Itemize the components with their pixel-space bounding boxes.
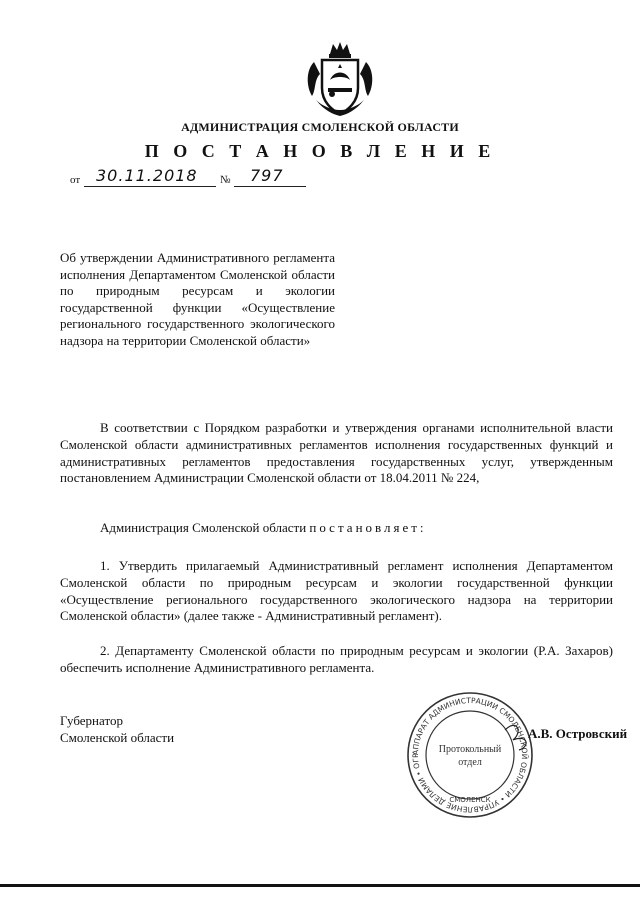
item-2-paragraph: 2. Департаменту Смоленской области по природным ресурсам и экологии (Р.А. Захаров) обеспечить исполнение Административного регламента. xyxy=(60,643,613,675)
stamp-ring-text: АППАРАТ АДМИНИСТРАЦИИ СМОЛЕНСКОЙ ОБЛАСТИ • УПРАВЛЕНИЕ ДЕЛАМИ • ОГР xyxy=(410,695,530,815)
date-number-line xyxy=(70,166,330,188)
coat-of-arms-emblem xyxy=(300,40,380,120)
document-type-title: П О С Т А Н О В Л Е Н И Е xyxy=(144,141,496,161)
preamble-paragraph: В соответствии с Порядком разработки и утверждения органами исполнительной власти Смоленской области административных регламентов исполнения государственных функций и административных регламентов предоставления государственных услуг, утвержденным постановлением Администрации Смоленской области от 18.04.2011 № 224, xyxy=(60,420,613,486)
coat-of-arms-icon xyxy=(300,40,380,120)
date-label: от xyxy=(70,174,81,186)
official-stamp xyxy=(405,690,535,820)
stamp-center-line-2: отдел xyxy=(458,757,482,768)
resolution-keyword: постановляет: xyxy=(309,520,427,535)
signer-position-line-1: Губернатор xyxy=(60,713,123,728)
stamp-seal-icon xyxy=(405,690,535,820)
stamp-city: СМОЛЕНСК xyxy=(449,796,491,804)
document-subject: Об утверждении Административного регламента исполнения Департаментом Смоленской области по природным ресурсам и экологии государственной функции «Осуществление регионального государственного экологического надзора на территории Смоленской области» xyxy=(60,250,335,348)
date-value: 30.11.2018 xyxy=(96,166,198,185)
stamp-center-line-1: Протокольный xyxy=(438,744,502,755)
signer-name: А.В. Островский xyxy=(528,726,628,741)
bottom-rule xyxy=(0,884,640,887)
resolution-prefix: Администрация Смоленской области xyxy=(100,520,307,535)
number-label: № xyxy=(220,174,231,186)
signer-position-line-2: Смоленской области xyxy=(60,730,175,745)
number-underline xyxy=(234,186,306,187)
date-underline xyxy=(84,186,216,187)
number-value: 797 xyxy=(250,166,284,185)
resolution-paragraph xyxy=(60,520,613,537)
item-1-paragraph: 1. Утвердить прилагаемый Административный регламент исполнения Департаментом Смоленской области по природным ресурсам и экологии государственной функции «Осуществление регионального государственного экологического надзора на территории Смоленской области» (далее также - Административный регламент). xyxy=(60,558,613,624)
organization-name: АДМИНИСТРАЦИЯ СМОЛЕНСКОЙ ОБЛАСТИ xyxy=(181,120,459,134)
signer-position xyxy=(60,712,260,746)
